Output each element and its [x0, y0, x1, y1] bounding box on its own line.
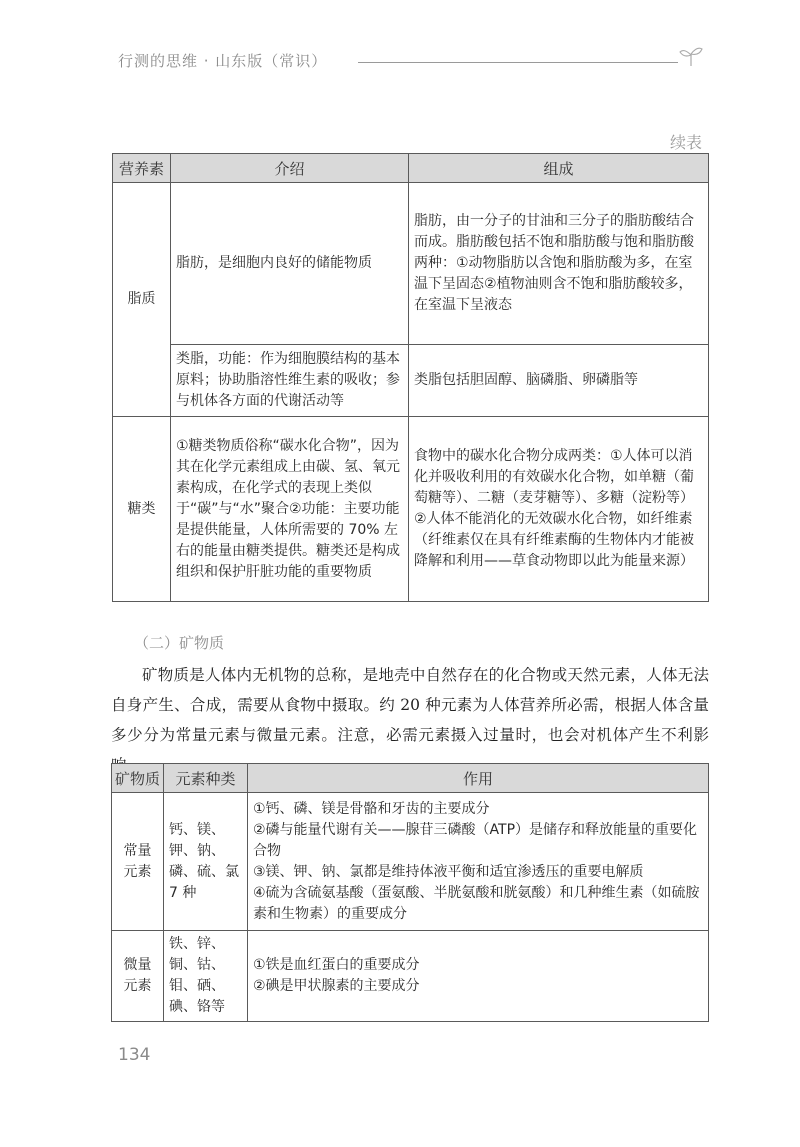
- header-nutrient: 营养素: [113, 154, 171, 183]
- trace-roles: [248, 931, 709, 1022]
- table-header-row: [113, 154, 709, 183]
- table-row: [112, 931, 709, 1022]
- header-function: 作用: [248, 764, 709, 793]
- book-title: 行测的思维 · 山东版（常识）: [118, 52, 328, 70]
- nutrient-table: [112, 153, 709, 602]
- list-item: ①铁是血红蛋白的重要成分: [253, 957, 420, 973]
- table-row: [112, 793, 709, 931]
- sprout-icon: [678, 44, 704, 68]
- table-row: [113, 183, 709, 345]
- lipoid-composition: 类脂包括胆固醇、脑磷脂、卵磷脂等: [409, 345, 709, 417]
- macro-elements: 钙、镁、钾、钠、磷、硫、氯 7 种: [164, 793, 248, 931]
- body-paragraph: 矿物质是人体内无机物的总称，是地壳中自然存在的化合物或天然元素，人体无法自身产生、合成，需要从食物中摄取。约 20 种元素为人体营养所必需，根据人体含量多少分为常量元素与微量元素。注意，必需元素摄入过量时，也会对机体产生不利影: [111, 666, 709, 744]
- sugar-intro: ①糖类物质俗称“碳水化合物”，因为其在化学元素组成上由碳、氢、氧元素构成，在化学式的表现上类似于“碳”与“水”聚合②功能：主要功能是提供能量，人体所需要的 70% 左右的能量由糖类提供。糖类还是构成组织和保护肝脏功能的重要物质: [171, 417, 409, 602]
- header-element-type: 元素种类: [164, 764, 248, 793]
- trace-elements: 铁、锌、铜、钴、钼、硒、碘、铬等: [164, 931, 248, 1022]
- mineral-table: [111, 763, 709, 1022]
- list-item: ②磷与能量代谢有关——腺苷三磷酸（ATP）是储存和释放能量的重要化合物: [253, 821, 698, 859]
- lipid-fat-composition: 脂肪，由一分子的甘油和三分子的脂肪酸结合而成。脂肪酸包括不饱和脂肪酸与饱和脂肪酸两种：①动物脂肪以含饱和脂肪酸为多，在室温下呈固态②植物油则含不饱和脂肪酸较多，在室温下呈液态: [409, 183, 709, 345]
- continued-table-label: 续表: [669, 133, 702, 152]
- category-lipid: 脂质: [113, 183, 171, 417]
- sugar-composition: 食物中的碳水化合物分成两类：①人体可以消化并吸收利用的有效碳水化合物，如单糖（葡萄糖等）、二糖（麦芽糖等）、多糖（淀粉等）②人体不能消化的无效碳水化合物，如纤维素（纤维素仅在具有纤维素酶的生物体内才能被降解和利用——草食动物即以此为能量来源）: [409, 417, 709, 602]
- list-item: ④硫为含硫氨基酸（蛋氨酸、半胱氨酸和胱氨酸）和几种维生素（如硫胺素和生物素）的重要成分: [253, 884, 700, 922]
- category-trace: 微量元素: [112, 931, 164, 1022]
- lipoid-intro: 类脂，功能：作为细胞膜结构的基本原料；协助脂溶性维生素的吸收；参与机体各方面的代谢活动等: [171, 345, 409, 417]
- header-intro: 介绍: [171, 154, 409, 183]
- page-number: 134: [118, 1045, 151, 1065]
- lipid-fat-intro: 脂肪，是细胞内良好的储能物质: [171, 183, 409, 345]
- category-sugar: 糖类: [113, 417, 171, 602]
- category-macro: 常量元素: [112, 793, 164, 931]
- running-header: [118, 50, 704, 74]
- header-mineral: 矿物质: [112, 764, 164, 793]
- header-rule: [358, 62, 678, 63]
- macro-roles: [248, 793, 709, 931]
- list-item: ②碘是甲状腺素的主要成分: [253, 978, 420, 994]
- section-heading: （二）矿物质: [134, 634, 225, 652]
- table-row: [113, 417, 709, 602]
- list-item: ③镁、钾、钠、氯都是维持体液平衡和适宜渗透压的重要电解质: [253, 863, 644, 880]
- header-composition: 组成: [409, 154, 709, 183]
- table-header-row: [112, 764, 709, 793]
- table-row: [113, 345, 709, 417]
- list-item: ①钙、磷、镁是骨骼和牙齿的主要成分: [253, 800, 490, 817]
